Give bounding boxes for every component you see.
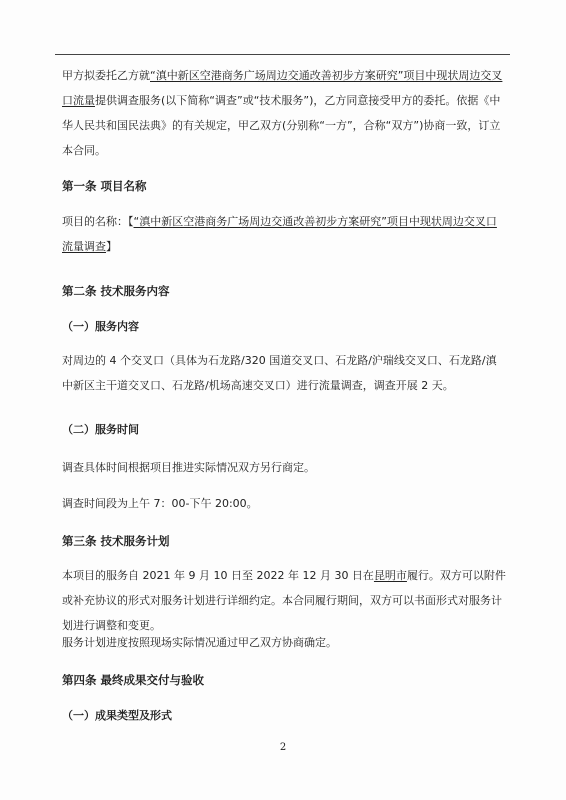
intro-project-name: “滇中新区空港商务广场周边交通改善初步方案研究”项目中现状周边交叉口流量 — [62, 69, 503, 107]
article2-title: 第二条 技术服务内容 — [62, 284, 170, 298]
article2-sub1: （一）服务内容 — [62, 320, 139, 333]
article1-paragraph — [62, 209, 507, 259]
article3-paragraph1 — [62, 563, 507, 638]
article2-time1: 调查具体时间根据项目推进实际情况双方另行商定。 — [62, 461, 315, 474]
article1-title: 第一条 项目名称 — [62, 179, 147, 193]
article4-sub1: （一）成果类型及形式 — [62, 709, 172, 722]
article4-title: 第四条 最终成果交付与验收 — [62, 673, 205, 687]
article2-sub2: （二）服务时间 — [62, 423, 139, 436]
intro-text-a: 甲方拟委托乙方就 — [62, 69, 150, 82]
article3-p1a: 本项目的服务自 2021 年 9 月 10 日至 2022 年 12 月 30 日在 — [62, 569, 374, 582]
header-rule — [55, 54, 510, 55]
article1-end: 】 — [106, 240, 117, 253]
article3-title: 第三条 技术服务计划 — [62, 534, 170, 548]
article1-label: 项目的名称：【 — [62, 215, 134, 228]
page-number: 2 — [279, 742, 287, 753]
intro-text-c: 提供调查服务(以下简称“调查”或“技术服务”)，乙方同意接受甲方的委托。依据《中华人民共和国民法典》的有关规定，甲乙双方(分别称“一方”，合称“双方”)协商一致，订立本合同。 — [62, 94, 501, 157]
article3-city: 昆明市 — [373, 569, 407, 582]
article2-time2: 调查时间段为上午 7：00-下午 20:00。 — [62, 497, 258, 510]
article1-project-name: “滇中新区空港商务广场周边交通改善初步方案研究”项目中现状周边交叉口流量调查 — [62, 215, 497, 253]
article3-paragraph2: 服务计划进度按照现场实际情况通过甲乙双方协商确定。 — [62, 636, 337, 649]
article2-content: 对周边的 4 个交叉口（具体为石龙路/320 国道交叉口、石龙路/沪瑞线交叉口、石龙路/滇中新区主干道交叉口、石龙路/机场高速交叉口）进行流量调查，调查开展 2 天。 — [62, 354, 497, 392]
intro-paragraph — [62, 63, 507, 163]
article3-p1c: 履行。双方可以附件或补充协议的形式对服务计划进行详细约定。本合同履行期间，双方可以书面形式对服务计划进行调整和变更。 — [62, 569, 506, 632]
